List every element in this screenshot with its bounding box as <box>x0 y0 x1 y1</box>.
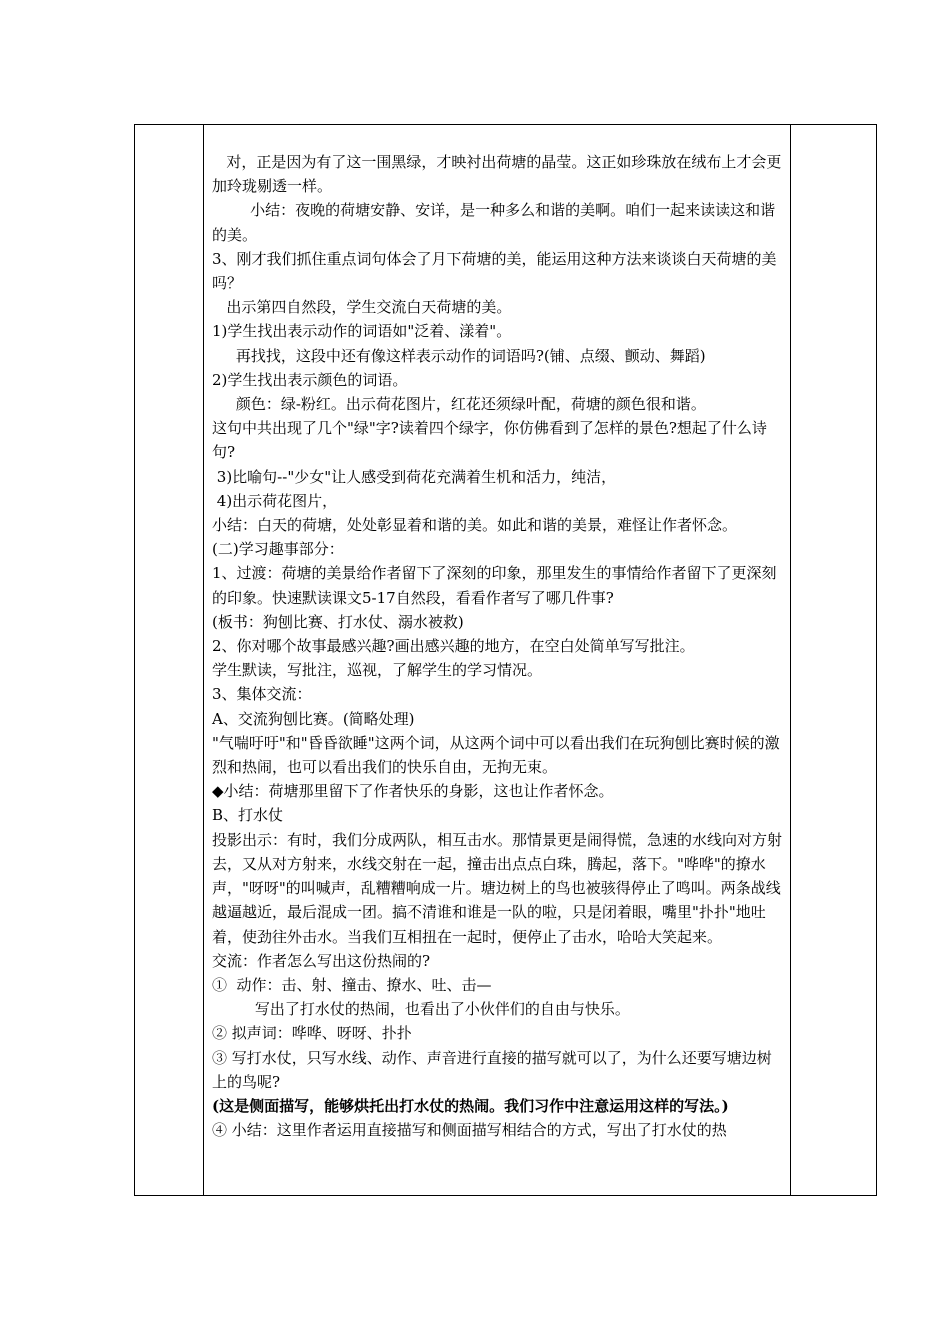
paragraph-20: "气喘吁吁"和"昏昏欲睡"这两个词，从这两个词中可以看出我们在玩狗刨比赛时候的激烈和热闹，也可以看出我们的快乐自由，无拘无束。 <box>212 733 780 777</box>
paragraph-26: 写出了打水仗的热闹，也看出了小伙伴们的自由与快乐。 <box>212 1000 630 1019</box>
paragraph-18: 3、集体交流： <box>212 685 312 704</box>
column-divider-right <box>790 125 791 1195</box>
paragraph-30: ④ 小结：这里作者运用直接描写和侧面描写相结合的方式，写出了打水仗的热 <box>212 1121 727 1140</box>
paragraph-11: 4)出示荷花图片， <box>212 491 338 510</box>
paragraph-10: 3)比喻句--"少女"让人感受到荷花充满着生机和活力，纯洁， <box>212 467 617 486</box>
paragraph-5: 1)学生找出表示动作的词语如"泛着、漾着"。 <box>212 322 512 341</box>
paragraph-21: ◆小结：荷塘那里留下了作者快乐的身影，这也让作者怀念。 <box>212 782 614 801</box>
column-divider-left <box>203 125 204 1195</box>
paragraph-19: A、交流狗刨比赛。(简略处理) <box>212 709 415 728</box>
paragraph-24: 交流：作者怎么写出这份热闹的? <box>212 951 431 970</box>
paragraph-7: 2)学生找出表示颜色的词语。 <box>212 370 408 389</box>
paragraph-1: 对，正是因为有了这一围黑绿，才映衬出荷塘的晶莹。这正如珍珠放在绒布上才会更加玲珑剔透一样。 <box>212 153 782 196</box>
paragraph-3: 3、刚才我们抓住重点词句体会了月下荷塘的美，能运用这种方法来谈谈白天荷塘的美吗？ <box>212 249 777 293</box>
paragraph-8: 颜色：绿-粉红。出示荷花图片，红花还须绿叶配，荷塘的颜色很和谐。 <box>212 395 706 414</box>
paragraph-22: B、打水仗 <box>212 806 284 825</box>
paragraph-27: ② 拟声词：哗哗、呀呀、扑扑 <box>212 1024 412 1043</box>
paragraph-6: 再找找，这段中还有像这样表示动作的词语吗?(铺、点缀、颤动、舞蹈) <box>212 346 706 365</box>
paragraph-15: (板书：狗刨比赛、打水仗、溺水被救) <box>212 612 464 631</box>
paragraph-13: (二)学习趣事部分： <box>212 540 344 559</box>
paragraph-29: (这是侧面描写，能够烘托出打水仗的热闹。我们习作中注意运用这样的写法。) <box>212 1096 729 1115</box>
paragraph-28: ③ 写打水仗，只写水线、动作、声音进行直接的描写就可以了，为什么还要写塘边树上的鸟呢? <box>212 1048 772 1091</box>
paragraph-25: ① 动作：击、射、撞击、撩水、吐、击— <box>212 975 492 994</box>
paragraph-9: 这句中共出现了几个"绿"字?读着四个绿字，你仿佛看到了怎样的景色?想起了什么诗句? <box>212 419 767 462</box>
paragraph-23: 投影出示：有时，我们分成两队，相互击水。那情景更是闹得慌，急速的水线向对方射去，又从对方射来，水线交射在一起，撞击出点点白珠，腾起，落下。"哗哗"的撩水声，"呀呀"的叫喊声，乱糟糟响成一片。塘边树上的鸟也被骇得停止了鸣叫。两条战线越逼越近，最后混成一团。搞不清谁和谁是一队的啦，只是闭着眼，嘴里"扑扑"地吐着，使劲往外击水。当我们互相扭在一起时，便停止了击水，哈哈大笑起来。 <box>212 830 783 946</box>
paragraph-2: 小结：夜晚的荷塘安静、安详，是一种多么和谐的美啊。咱们一起来读读这和谐的美。 <box>212 201 776 244</box>
paragraph-4: 出示第四自然段，学生交流白天荷塘的美。 <box>212 298 512 317</box>
lesson-content <box>212 150 784 1142</box>
paragraph-14: 1、过渡：荷塘的美景给作者留下了深刻的印象，那里发生的事情给作者留下了更深刻的印象。快速默读课文5-17自然段，看看作者写了哪几件事? <box>212 564 777 607</box>
paragraph-17: 学生默读，写批注，巡视，了解学生的学习情况。 <box>212 661 543 680</box>
paragraph-12: 小结：白天的荷塘，处处彰显着和谐的美。如此和谐的美景，难怪让作者怀念。 <box>212 516 738 535</box>
paragraph-16: 2、你对哪个故事最感兴趣?画出感兴趣的地方，在空白处简单写写批注。 <box>212 637 695 656</box>
